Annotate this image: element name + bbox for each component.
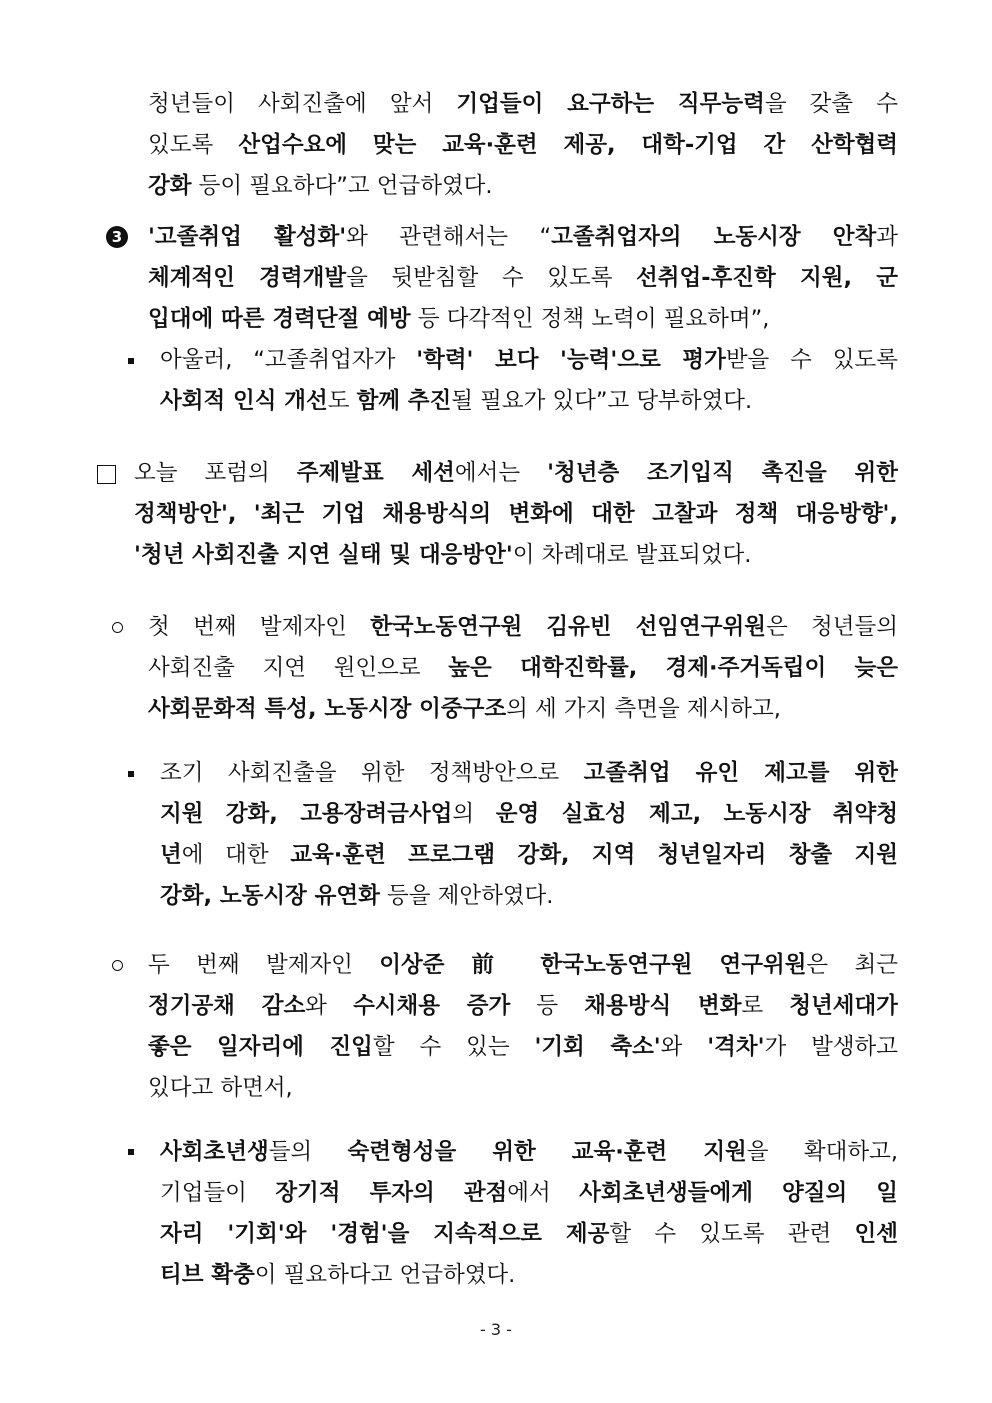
body-text: 청년들이 사회진출에 앞서 — [148, 91, 457, 117]
body-text: 있도록 — [148, 132, 239, 158]
body-text: 에서는 — [454, 460, 548, 486]
body-text: 가 발생하고 — [764, 1034, 898, 1060]
body-text: 도 — [327, 388, 357, 414]
text-line — [148, 648, 898, 689]
text-line — [148, 299, 898, 340]
body-text: 기업들이 — [160, 1180, 276, 1206]
body-text: 등 — [510, 993, 585, 1019]
text-line — [160, 381, 898, 422]
body-text: 조기 사회진출을 위한 정책방안으로 — [160, 760, 584, 786]
text-line — [148, 945, 898, 986]
text-line — [148, 217, 898, 258]
text-line — [160, 876, 898, 917]
emphasis-text: 수시채용 증가 — [353, 993, 511, 1019]
emphasis-text: 주제발표 세션 — [296, 460, 455, 486]
emphasis-text: 사회적 인식 개선 — [160, 388, 328, 414]
body-text: 들의 — [268, 1139, 348, 1165]
text-line — [160, 340, 898, 381]
body-text: 의 세 가지 측면을 제시하고, — [506, 696, 781, 722]
body-text: 할 수 있도록 관련 — [609, 1221, 855, 1247]
emphasis-text: 산업수요에 맞는 교육·훈련 제공, 대학-기업 간 산학협력 — [238, 132, 898, 158]
body-text: 의 — [452, 801, 496, 827]
body-text: 아울러, “고졸취업자가 — [160, 347, 417, 373]
emphasis-text: 숙련형성을 위한 교육·훈련 지원 — [347, 1139, 747, 1165]
emphasis-text: '학력' 보다 '능력'으로 평가 — [416, 347, 726, 373]
emphasis-text: 채용방식 변화 — [584, 993, 742, 1019]
body-text: 할 수 있는 — [372, 1034, 535, 1060]
body-text: 을 뒷받침할 수 있도록 — [346, 265, 636, 291]
page-number: - 3 - — [480, 1320, 512, 1339]
text-line — [148, 986, 898, 1027]
body-text: 은 최근 — [806, 952, 898, 978]
text-line — [148, 1027, 898, 1068]
emphasis-text: 선취업-후진학 지원, 군 — [636, 265, 898, 291]
square-bullet-icon — [128, 1149, 134, 1155]
emphasis-text: 교육·훈련 프로그램 강화, 지역 청년일자리 창출 지원 — [290, 842, 898, 868]
text-line — [160, 794, 898, 835]
text-line — [148, 258, 898, 299]
emphasis-text: 입대에 따른 경력단절 예방 — [148, 306, 411, 332]
body-text: 와 관련해서는 “ — [346, 224, 552, 250]
emphasis-text: 이상준 前 한국노동연구원 연구위원 — [379, 952, 807, 978]
square-bullet-icon — [128, 358, 134, 364]
emphasis-text: 사회초년생 — [160, 1139, 269, 1165]
paragraph-4 — [148, 607, 898, 730]
text-line — [148, 1068, 898, 1109]
emphasis-text: 높은 대학진학률, 경제·주거독립이 늦은 — [448, 655, 898, 681]
text-line — [134, 453, 898, 494]
square-bullet-icon — [128, 771, 134, 777]
text-line — [134, 494, 898, 535]
text-line — [148, 607, 898, 648]
body-text: 등을 제안하였다. — [379, 883, 554, 909]
body-text: 될 필요가 있다”고 당부하였다. — [451, 388, 753, 414]
body-text: 과 — [876, 224, 898, 250]
text-line — [160, 753, 898, 794]
body-text: 와 — [660, 1034, 708, 1060]
paragraph-2 — [160, 340, 898, 422]
text-line — [160, 835, 898, 876]
emphasis-text: 고졸취업자의 노동시장 안착 — [551, 224, 877, 250]
text-line — [148, 84, 898, 125]
body-text: 두 번째 발제자인 — [148, 952, 380, 978]
emphasis-text: 고졸취업 유인 제고를 위한 — [583, 760, 898, 786]
emphasis-text: 사회초년생들에게 양질의 일 — [579, 1180, 898, 1206]
text-line — [148, 166, 898, 207]
emphasis-text: 체계적인 경력개발 — [148, 265, 347, 291]
emphasis-text: 기업들이 요구하는 직무능력 — [456, 91, 765, 117]
emphasis-text: '청년층 조기입직 촉진을 위한 — [547, 460, 898, 486]
text-line — [160, 1214, 898, 1255]
body-text: 등이 필요하다”고 언급하였다. — [191, 173, 493, 199]
emphasis-text: 지원 강화, 고용장려금사업 — [160, 801, 453, 827]
emphasis-text: 사회문화적 특성, 노동시장 이중구조 — [148, 696, 507, 722]
emphasis-text: 인센 — [854, 1221, 898, 1247]
body-text: 을 확대하고, — [746, 1139, 898, 1165]
text-line — [160, 1255, 898, 1296]
body-text: 이 차례대로 발표되었다. — [512, 542, 752, 568]
body-text: 로 — [741, 993, 790, 1019]
emphasis-text: 자리 '기회'와 '경험'을 지속적으로 제공 — [160, 1221, 610, 1247]
emphasis-text: 티브 확충 — [160, 1262, 255, 1288]
emphasis-text: '고졸취업 활성화' — [148, 224, 347, 250]
emphasis-text: 함께 추진 — [356, 388, 452, 414]
paragraph-6 — [148, 945, 898, 1109]
body-text: 에서 — [507, 1180, 580, 1206]
body-text: 이 필요하다고 언급하였다. — [254, 1262, 516, 1288]
checkbox-icon — [97, 465, 116, 484]
text-line — [160, 1132, 898, 1173]
body-text: 은 청년들의 — [765, 614, 898, 640]
body-text: 사회진출 지연 원인으로 — [148, 655, 449, 681]
emphasis-text: 년 — [160, 842, 182, 868]
emphasis-text: '격차' — [707, 1034, 765, 1060]
body-text: 첫 번째 발제자인 — [148, 614, 371, 640]
text-line — [148, 689, 898, 730]
text-line — [134, 535, 898, 576]
body-text: 을 갖출 수 — [764, 91, 898, 117]
paragraph-0 — [148, 84, 898, 207]
body-text: 오늘 포럼의 — [134, 460, 297, 486]
circle-bullet-icon — [112, 622, 123, 633]
paragraph-3 — [134, 453, 898, 576]
emphasis-text: '청년 사회진출 지연 실태 및 대응방안' — [134, 542, 513, 568]
body-text: 와 — [305, 993, 354, 1019]
circled-number-three-icon: 3 — [106, 226, 128, 248]
body-text: 있다고 하면서, — [148, 1075, 293, 1101]
text-line — [160, 1173, 898, 1214]
emphasis-text: 장기적 투자의 관점 — [275, 1180, 508, 1206]
body-text: 등 다각적인 정책 노력이 필요하며”, — [410, 306, 770, 332]
emphasis-text: 한국노동연구원 김유빈 선임연구위원 — [370, 614, 766, 640]
body-text: 에 대한 — [181, 842, 291, 868]
body-text: 받을 수 있도록 — [725, 347, 898, 373]
emphasis-text: 운영 실효성 제고, 노동시장 취약청 — [495, 801, 898, 827]
paragraph-5 — [160, 753, 898, 917]
circle-bullet-icon — [112, 960, 123, 971]
emphasis-text: 정기공채 감소 — [148, 993, 306, 1019]
paragraph-7 — [160, 1132, 898, 1296]
text-line — [148, 125, 898, 166]
emphasis-text: 강화, 노동시장 유연화 — [160, 883, 380, 909]
emphasis-text: 좋은 일자리에 진입 — [148, 1034, 373, 1060]
emphasis-text: 청년세대가 — [789, 993, 898, 1019]
emphasis-text: 정책방안', '최근 기업 채용방식의 변화에 대한 고찰과 정책 대응방향', — [134, 501, 898, 527]
emphasis-text: '기회 축소' — [534, 1034, 661, 1060]
emphasis-text: 강화 — [148, 173, 192, 199]
paragraph-1 — [148, 217, 898, 340]
